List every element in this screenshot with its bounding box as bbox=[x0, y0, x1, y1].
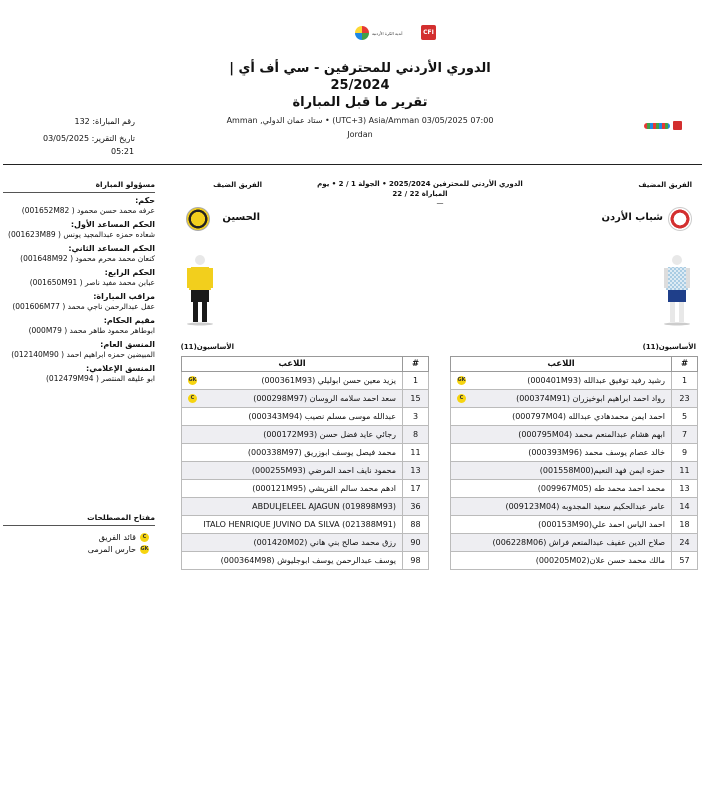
away-player-row bbox=[182, 444, 429, 462]
match-number bbox=[75, 117, 136, 126]
away-player-row bbox=[182, 516, 429, 534]
home-num-header: # bbox=[672, 357, 698, 372]
player-number: 57 bbox=[672, 552, 698, 570]
away-num-header: # bbox=[403, 357, 429, 372]
official-role: حكم: bbox=[135, 196, 155, 205]
gk-badge-icon: GK bbox=[140, 546, 149, 552]
player-number: 7 bbox=[672, 426, 698, 444]
home-player-row bbox=[451, 480, 698, 498]
official-role: الحكم المساعد الأول: bbox=[70, 220, 155, 229]
report-date-value: 03/05/2025 bbox=[43, 134, 90, 143]
player-cell bbox=[182, 534, 403, 552]
official-role: المنسق العام: bbox=[100, 340, 155, 349]
player-name: محمد احمد محمد طه (009967M05) bbox=[537, 484, 665, 493]
away-lineup-table bbox=[181, 356, 429, 570]
player-cell bbox=[451, 408, 672, 426]
home-player-row bbox=[451, 516, 698, 534]
report-title-line3: تقرير ما قبل المباراة bbox=[292, 95, 428, 110]
league-logo-mark bbox=[355, 26, 369, 40]
player-number: 9 bbox=[672, 444, 698, 462]
player-name: خالد عصام يوسف محمد (000393M96) bbox=[528, 448, 665, 457]
player-name: صلاح الدين عفيف عبدالمنعم فراش (006228M06) bbox=[492, 538, 665, 547]
home-team-crest bbox=[668, 207, 692, 231]
player-name: احمد الياس احمد علي(000153M90) bbox=[538, 520, 665, 529]
player-cell bbox=[451, 516, 672, 534]
away-lineup-header bbox=[182, 357, 429, 372]
away-player-row bbox=[182, 426, 429, 444]
player-cell bbox=[451, 480, 672, 498]
home-player-row bbox=[451, 426, 698, 444]
header-divider bbox=[3, 164, 702, 165]
league-logo bbox=[355, 24, 415, 42]
player-name: سعد احمد سلامه الروسان (000298M97) bbox=[253, 394, 396, 403]
home-player-row bbox=[451, 372, 698, 390]
player-cell bbox=[451, 390, 672, 408]
official-role: المنسق الإعلامي: bbox=[86, 364, 155, 373]
player-number: 1 bbox=[403, 372, 429, 390]
home-team-name: شباب الأردن bbox=[601, 212, 663, 223]
away-player-row bbox=[182, 498, 429, 516]
official-role: الحكم الرابع: bbox=[104, 268, 155, 277]
away-team-label: الفريق الضيف bbox=[213, 181, 262, 189]
match-datetime: 03/05/2025 07:00 bbox=[421, 116, 494, 125]
away-team-crest bbox=[186, 207, 210, 231]
player-name: احمد ايمن محمدهادي عبدالله (000797M04) bbox=[512, 412, 665, 421]
player-number: 18 bbox=[672, 516, 698, 534]
match-meta: ستاد عمان الدولي, Amman • (UTC+3) Asia/Amman 03/05/2025 07:00 bbox=[226, 116, 494, 125]
player-cell bbox=[451, 426, 672, 444]
sponsor-logo bbox=[644, 121, 682, 130]
player-number: 98 bbox=[403, 552, 429, 570]
captain-badge-icon: C bbox=[188, 394, 197, 403]
home-lineup-table bbox=[450, 356, 698, 570]
sponsor-logo-mark bbox=[644, 123, 670, 129]
timezone: (UTC+3) Asia/Amman bbox=[332, 116, 420, 125]
fixture-line2: المباراة 22 / 22 bbox=[392, 190, 448, 198]
away-player-row bbox=[182, 408, 429, 426]
player-number: 11 bbox=[403, 444, 429, 462]
home-player-row bbox=[451, 390, 698, 408]
player-cell bbox=[451, 372, 672, 390]
official-name: عبابن محمد مفيد ناصر ( 001650M91) bbox=[29, 278, 155, 287]
player-number: 13 bbox=[403, 462, 429, 480]
away-player-row bbox=[182, 534, 429, 552]
player-name: عبدالله موسى مسلم نصيب (000343M94) bbox=[248, 412, 396, 421]
legend-panel bbox=[3, 513, 155, 554]
home-player-row bbox=[451, 498, 698, 516]
player-name: رواد احمد ابراهيم ابوخيزران (000374M91) bbox=[516, 394, 665, 403]
player-number: 3 bbox=[403, 408, 429, 426]
player-cell bbox=[182, 426, 403, 444]
player-cell bbox=[182, 552, 403, 570]
report-date bbox=[43, 134, 135, 143]
player-name: حمزه ايمن فهد النعيم(001558M00) bbox=[539, 466, 665, 475]
player-cell bbox=[451, 498, 672, 516]
player-number: 17 bbox=[403, 480, 429, 498]
player-name: ABDULJELEEL AJAGUN (019898M93) bbox=[252, 502, 396, 511]
player-number: 11 bbox=[672, 462, 698, 480]
player-number: 90 bbox=[403, 534, 429, 552]
player-cell bbox=[182, 480, 403, 498]
match-number-label: رقم المباراة: bbox=[92, 117, 135, 126]
player-cell bbox=[451, 444, 672, 462]
player-name: مالك محمد حسن علان(000205M02) bbox=[535, 556, 665, 565]
league-logo-text: أندية الكرة الأردنية bbox=[372, 30, 403, 36]
legend-captain bbox=[3, 533, 155, 542]
player-number: 5 bbox=[672, 408, 698, 426]
player-number: 13 bbox=[672, 480, 698, 498]
official-name: عقل عبدالرحمن ناجي محمد ( 001606M77) bbox=[12, 302, 155, 311]
fixture-line1: الدوري الأردني للمحترفين 2025/2024 • الجولة 1 / 2 • يوم bbox=[317, 180, 523, 188]
away-player-row bbox=[182, 480, 429, 498]
player-name: يوسف عبدالرحمن يوسف ابوجليوش (000364M98) bbox=[220, 556, 396, 565]
player-name: رشيد رفيد توفيق عبدالله (000401M93) bbox=[527, 376, 665, 385]
player-number: 36 bbox=[403, 498, 429, 516]
player-cell bbox=[182, 390, 403, 408]
away-player-row bbox=[182, 372, 429, 390]
player-name: محمود نايف احمد المرضي (000255M93) bbox=[251, 466, 396, 475]
official-name: كنعان محمد محرم محمود ( 001648M92) bbox=[20, 254, 155, 263]
home-player-row bbox=[451, 552, 698, 570]
home-team-label: الفريق المضيف bbox=[638, 181, 692, 189]
cfi-logo: CFI bbox=[421, 25, 436, 40]
officials-panel bbox=[3, 180, 155, 385]
legend-captain-label: قائد الفريق bbox=[98, 533, 136, 542]
player-number: 14 bbox=[672, 498, 698, 516]
official-name: ابوطاهر محمود طاهر محمد ( 000M79) bbox=[28, 326, 155, 335]
player-number: 1 bbox=[672, 372, 698, 390]
player-number: 23 bbox=[672, 390, 698, 408]
player-cell bbox=[182, 498, 403, 516]
home-kit-icon bbox=[662, 254, 692, 326]
captain-badge-icon: C bbox=[140, 533, 149, 542]
player-name: محمد فيصل يوسف ابوزريق (000338M97) bbox=[247, 448, 396, 457]
away-player-row bbox=[182, 552, 429, 570]
official-name: عرفه محمد حسن محمود ( 001652M82) bbox=[21, 206, 155, 215]
away-player-header: اللاعب bbox=[182, 357, 403, 372]
official-name: ابو عليقه المنتصر ( 012479M94) bbox=[45, 374, 155, 383]
away-starters-label: الأساسيون(11) bbox=[180, 343, 234, 351]
player-number: 24 bbox=[672, 534, 698, 552]
player-cell bbox=[182, 408, 403, 426]
report-title-line1: الدوري الأردني للمحترفين - سي أف أي | bbox=[229, 61, 491, 76]
goalkeeper-badge-icon: GK bbox=[457, 377, 466, 383]
home-player-header: اللاعب bbox=[451, 357, 672, 372]
player-number: 15 bbox=[403, 390, 429, 408]
player-cell bbox=[451, 534, 672, 552]
home-player-row bbox=[451, 534, 698, 552]
official-name: شعاده حمزه عبدالمجيد يونس ( 001623M89) bbox=[8, 230, 155, 239]
player-name: ITALO HENRIQUE JUVINO DA SILVA (021388M91) bbox=[203, 520, 396, 529]
match-number-value: 132 bbox=[74, 117, 90, 126]
player-number: 8 bbox=[403, 426, 429, 444]
legend-gk-label: حارس المرمى bbox=[87, 545, 136, 554]
report-title-line2: 25/2024 bbox=[330, 78, 390, 93]
home-player-row bbox=[451, 462, 698, 480]
report-date-label: تاريخ التقرير: bbox=[91, 134, 135, 143]
player-name: يزيد معين حسن ابوليلي (000361M93) bbox=[261, 376, 396, 385]
player-name: رزق محمد صالح بني هاني (001420M02) bbox=[253, 538, 396, 547]
player-cell bbox=[451, 462, 672, 480]
legend-gk bbox=[3, 545, 155, 554]
official-role: مراقب المباراة: bbox=[93, 292, 155, 301]
player-name: ابهم هشام عبدالمنعم محمد (000795M04) bbox=[518, 430, 665, 439]
officials-list bbox=[3, 196, 155, 385]
player-cell bbox=[451, 552, 672, 570]
country: Jordan bbox=[347, 130, 373, 139]
sponsor-logo-badge bbox=[673, 121, 682, 130]
official-role: الحكم المساعد الثاني: bbox=[68, 244, 155, 253]
away-team-name: الحسين bbox=[222, 212, 260, 223]
goalkeeper-badge-icon: GK bbox=[188, 377, 197, 383]
home-player-row bbox=[451, 444, 698, 462]
captain-badge-icon: C bbox=[457, 394, 466, 403]
player-name: عامر عبدالحكيم سعيد المجدوبه (009123M04) bbox=[505, 502, 665, 511]
player-number: 88 bbox=[403, 516, 429, 534]
official-name: المبيضين حمزه ابراهيم احمد ( 012140M90) bbox=[11, 350, 155, 359]
official-role: مقيم الحكام: bbox=[103, 316, 155, 325]
legend-heading: مفتاح المصطلحات bbox=[3, 513, 155, 526]
away-player-row bbox=[182, 462, 429, 480]
player-cell bbox=[182, 444, 403, 462]
home-lineup-header bbox=[451, 357, 698, 372]
away-kit-icon bbox=[185, 254, 215, 326]
player-cell bbox=[182, 516, 403, 534]
player-name: رجائي عايد فضل حسن (000172M93) bbox=[263, 430, 396, 439]
player-cell bbox=[182, 462, 403, 480]
officials-heading: مسؤولو المباراة bbox=[3, 180, 155, 193]
away-player-row bbox=[182, 390, 429, 408]
home-player-row bbox=[451, 408, 698, 426]
player-name: ادهم محمد سالم القريشي (000121M95) bbox=[252, 484, 396, 493]
report-time: 05:21 bbox=[111, 147, 135, 156]
fixture-dash: — bbox=[436, 199, 444, 207]
home-starters-label: الأساسيون(11) bbox=[642, 343, 696, 351]
venue: ستاد عمان الدولي, Amman bbox=[226, 116, 323, 125]
player-cell bbox=[182, 372, 403, 390]
